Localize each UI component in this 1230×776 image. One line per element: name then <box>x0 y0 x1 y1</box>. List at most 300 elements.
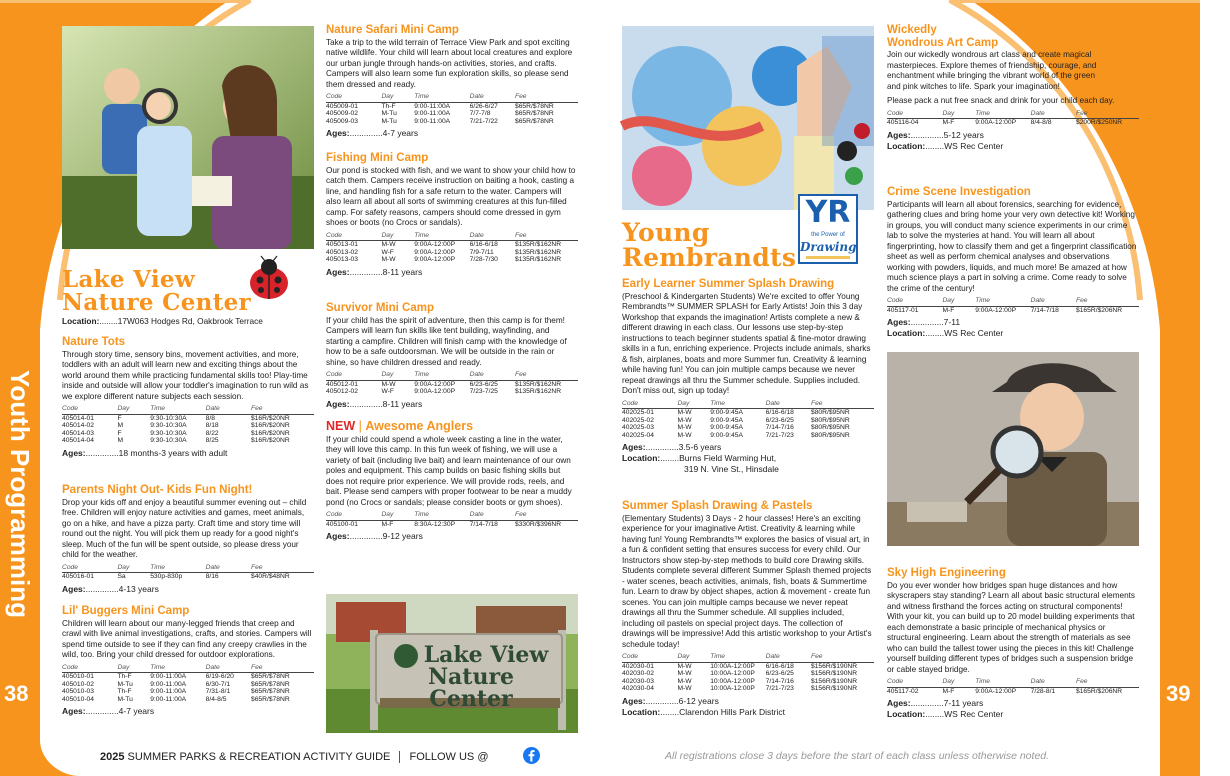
section-title: Crime Scene Investigation <box>887 186 1031 198</box>
table-cell: 6/30-7/1 <box>205 680 231 688</box>
table-header <box>62 564 314 573</box>
table-header <box>622 653 874 662</box>
column-header-day: Day <box>942 678 975 687</box>
table-cell: 7/14-7/18 <box>1030 306 1059 314</box>
table-cell: $135R/$162NR <box>514 241 562 249</box>
table-cell: 402025-01 <box>622 409 654 417</box>
ages: Ages:..............6-12 years <box>622 695 719 706</box>
column-header-day: Day <box>677 653 710 662</box>
section-title <box>887 24 1139 49</box>
schedule-table <box>887 678 1139 695</box>
table-cell: 10:00A-12:00P <box>710 685 755 693</box>
table-cell: M-F <box>942 687 955 695</box>
table-cell: 9:00A-12:00P <box>414 380 456 388</box>
section-sky-high <box>887 567 1139 720</box>
column-header-time: Time <box>414 511 469 520</box>
lakeview-title-line1: Lake View <box>62 266 195 293</box>
table-cell: 9:00-9:45A <box>710 416 743 424</box>
location: Location:........Clarendon Hills Park District <box>622 706 785 717</box>
table-cell: M-W <box>677 431 692 439</box>
table-cell: 6/19-6/20 <box>205 673 234 681</box>
table-cell: 9:00-11:00A <box>150 688 187 696</box>
table-cell: Th-F <box>117 688 132 696</box>
table-cell: M-W <box>381 380 396 388</box>
pencil-icon <box>806 256 850 259</box>
table-row <box>326 241 578 249</box>
ages: Ages:..............8-11 years <box>326 398 423 409</box>
table-cell: 7/21-7/22 <box>469 117 498 125</box>
column-header-fee: Fee <box>251 564 314 573</box>
schedule-table <box>326 232 578 264</box>
table-cell: 402030-02 <box>622 670 654 678</box>
table-cell: 10:00A-12:00P <box>710 662 755 670</box>
column-header-fee: Fee <box>1076 297 1139 306</box>
table-cell: 405012-02 <box>326 388 358 396</box>
ages: Ages:..............4-7 years <box>326 128 419 139</box>
table-cell: 9:30-10:30A <box>150 429 187 437</box>
column-header-fee: Fee <box>1076 678 1139 687</box>
table-cell: 7/23-7/25 <box>469 388 498 396</box>
table-row <box>326 256 578 264</box>
yr-title-line1: Young <box>622 218 710 247</box>
table-cell: 8/18 <box>205 422 219 430</box>
section-body: Participants will learn all about forensics, searching for evidence, gathering clues and bring home your very own detective kit! Working in groups, you will conduct many science experiments in our crime lab to solve the mysteries at hand. You will learn all about fingerprinting, how to classify them and get a fingerprint classification sheet as well as perform chemical analyses and observations working with powders, liquids, and much more! Be amazed at how much science plays a part in solving a crime. Come ready to solve the crime of the century! <box>887 199 1137 293</box>
section-splash-pastels <box>622 500 874 718</box>
ages: Ages:..............7-11 years <box>887 698 984 709</box>
table-row <box>62 673 314 681</box>
column-header-code: Code <box>326 371 381 380</box>
section-body: If your child has the spirit of adventure, then this camp is for them! Campers will learn fun skills like tent building, wayfinding, and starting a campfire. Children will finish camp with the knowledge of how to be a safe outdoorsman. We will be outside in the rain or shine, so have children dressed and ready. <box>326 315 567 367</box>
table-cell: M-W <box>677 416 692 424</box>
table-cell: 405010-04 <box>62 695 94 703</box>
table-cell: 405117-01 <box>887 306 919 314</box>
column-header-time: Time <box>414 93 469 102</box>
section-early-learner <box>622 278 874 475</box>
column-header-code: Code <box>62 664 117 673</box>
table-cell: $330R/$396NR <box>514 520 562 528</box>
column-header-date: Date <box>1031 297 1076 306</box>
column-header-date: Date <box>1031 678 1076 687</box>
location: Location:........WS Rec Center <box>887 141 1004 152</box>
ages: Ages:..............4-7 years <box>62 706 155 717</box>
table-row <box>62 681 314 689</box>
table-header <box>326 232 578 241</box>
table-cell: 6/26-6/27 <box>469 102 498 110</box>
section-title: Nature Safari Mini Camp <box>326 24 459 36</box>
column-header-day: Day <box>381 511 414 520</box>
table-row <box>622 685 874 693</box>
column-header-fee: Fee <box>515 93 578 102</box>
yr-logo <box>798 194 858 264</box>
table-cell: $80R/$95NR <box>810 409 850 417</box>
yr-logo-sub: the Power of <box>811 232 845 238</box>
schedule-table <box>62 564 314 581</box>
table-cell: 530p-830p <box>150 573 183 581</box>
table-cell: 8:30A-12:30P <box>414 520 456 528</box>
table-row <box>62 414 314 422</box>
section-body: Our pond is stocked with fish, and we want to show your child how to catch them. Campers receive instruction on baiting a hook, casting a line, and handling fish for a safe return to the water. Campers will also learn all about all sorts of swimming creatures at this fun-filled camp. For safety reasons, campers should come dressed in gym shoes or boots (no Crocs or sandals). <box>326 165 576 228</box>
section-body: Take a trip to the wild terrain of Terrace View Park and spot exciting native wildlife. Your child will learn about local creatures and explore our urban jungle through hands-on activities, stories, and crafts. Campers will also learn some fun exploration skills, so please send them dressed and ready. <box>326 37 573 89</box>
table-cell: Sa <box>117 573 126 581</box>
location: Location:........WS Rec Center <box>887 709 1004 720</box>
column-header-fee: Fee <box>251 405 314 414</box>
table-cell: M <box>117 437 124 445</box>
table-cell: M-W <box>677 409 692 417</box>
table-row <box>62 688 314 696</box>
schedule-table <box>326 371 578 396</box>
ages: Ages:..............8-11 years <box>326 266 423 277</box>
location-label: Location: <box>62 316 100 326</box>
section-nature-tots <box>62 336 314 459</box>
table-cell: $65R/$78NR <box>250 695 290 703</box>
column-header-code: Code <box>326 232 381 241</box>
table-cell: 405009-02 <box>326 110 358 118</box>
table-cell: 9:00A-12:00P <box>414 388 456 396</box>
section-title: Fishing Mini Camp <box>326 152 429 164</box>
section-title: Parents Night Out- Kids Fun Night! <box>62 484 253 496</box>
table-cell: $80R/$95NR <box>810 431 850 439</box>
table-header <box>887 678 1139 687</box>
table-cell: 405010-01 <box>62 673 94 681</box>
table-cell: M-Tu <box>117 680 133 688</box>
table-cell: M <box>117 422 124 430</box>
table-cell: 6/16-6/18 <box>765 409 794 417</box>
column-header-fee: Fee <box>811 653 874 662</box>
table-cell: F <box>117 429 122 437</box>
new-badge: NEW <box>326 419 356 433</box>
column-header-fee: Fee <box>515 371 578 380</box>
side-label-right: Youth Programming <box>1197 352 1227 600</box>
table-cell: 9:00-11:00A <box>150 680 187 688</box>
table-cell: $135R/$162NR <box>514 380 562 388</box>
column-header-code: Code <box>62 564 117 573</box>
column-header-code: Code <box>887 678 942 687</box>
table-cell: 8/8 <box>205 414 215 422</box>
column-header-code: Code <box>622 653 677 662</box>
table-cell: M-Tu <box>381 117 397 125</box>
column-header-time: Time <box>414 232 469 241</box>
section-body: Do you ever wonder how bridges span huge distances and how skyscrapers stay standing? Learn all about basic structural elements and witness firsthand the forces acting on structural components! With your kit, you can build up to 20 model building experiments that each demonstrate a basic principle of mechanical physics or structural engineering. Learn about the strength of materials as see who can build the tallest tower using the pieces in this kit! Challenge yourself building different types of bridges such a suspension bridge or cable stayed bridge. <box>887 580 1136 674</box>
table-cell: M-W <box>677 677 692 685</box>
footer-divider <box>399 751 400 763</box>
table-cell: 7/28-8/1 <box>1030 687 1056 695</box>
column-header-day: Day <box>117 405 150 414</box>
detective-boy-photo <box>887 352 1139 546</box>
table-cell: 9:00-11:00A <box>414 117 451 125</box>
table-cell: 7/14-7/18 <box>469 520 498 528</box>
section-survivor <box>326 302 578 410</box>
title-line1: Wickedly <box>887 24 937 36</box>
table-cell: 9:00A-12:00P <box>975 687 1017 695</box>
column-header-day: Day <box>381 93 414 102</box>
table-cell: 405117-02 <box>887 687 919 695</box>
table-cell: $16R/$20NR <box>250 437 290 445</box>
table-cell: 9:30-10:30A <box>150 422 187 430</box>
table-cell: 405010-02 <box>62 680 94 688</box>
footer-note: All registrations close 3 days before the start of each class unless otherwise noted. <box>665 750 1050 762</box>
table-cell: M-Tu <box>381 110 397 118</box>
table-cell: 6/16-6/18 <box>469 241 498 249</box>
column-header-fee: Fee <box>515 511 578 520</box>
schedule-table <box>326 511 578 528</box>
column-header-day: Day <box>117 664 150 673</box>
section-parents-night <box>62 484 314 595</box>
table-cell: 9:00A-12:00P <box>414 241 456 249</box>
table-cell: M-W <box>381 256 396 264</box>
column-header-day: Day <box>677 400 710 409</box>
table-cell: 405014-03 <box>62 429 94 437</box>
table-cell: W-F <box>381 248 394 256</box>
table-cell: 6/23-6/25 <box>765 670 794 678</box>
table-cell: 10:00A-12:00P <box>710 677 755 685</box>
footer-year: 2025 <box>100 751 125 763</box>
section-lil-buggers <box>62 605 314 717</box>
table-cell: 7/21-7/23 <box>765 431 794 439</box>
table-row <box>62 422 314 430</box>
table-cell: 8/16 <box>205 573 219 581</box>
table-cell: M-W <box>677 685 692 693</box>
column-header-time: Time <box>414 371 469 380</box>
title-separator: | <box>355 419 366 433</box>
table-cell: 6/16-6/18 <box>765 662 794 670</box>
location: Location:........Burns Field Warming Hut, <box>622 453 777 464</box>
sign-text <box>386 644 556 710</box>
table-cell: 402030-03 <box>622 677 654 685</box>
table-row <box>326 102 578 110</box>
table-row <box>622 417 874 425</box>
yr-title-line2: Rembrandts <box>622 243 797 272</box>
table-cell: 9:00A-12:00P <box>975 306 1017 314</box>
table-cell: 405016-01 <box>62 573 94 581</box>
schedule-table <box>887 110 1139 127</box>
column-header-date: Date <box>1031 110 1076 119</box>
location-line2: 319 N. Vine St., Hinsdale <box>684 464 779 475</box>
table-cell: $16R/$20NR <box>250 429 290 437</box>
table-cell: M-W <box>677 670 692 678</box>
table-cell: 9:00-11:00A <box>414 102 451 110</box>
lakeview-title <box>62 268 251 314</box>
young-rembrandts-title <box>622 220 796 270</box>
column-header-fee: Fee <box>811 400 874 409</box>
table-cell: 9:00-9:45A <box>710 424 743 432</box>
table-cell: 9:00A-12:00P <box>414 248 456 256</box>
page-number-right: 39 <box>1166 681 1191 706</box>
table-cell: 8/25 <box>205 437 219 445</box>
table-cell: 402030-04 <box>622 685 654 693</box>
title-line2: Wondrous Art Camp <box>887 36 999 49</box>
table-cell: $165R/$206NR <box>1075 687 1123 695</box>
sign-line1: Lake View <box>423 642 549 668</box>
table-cell: $135R/$162NR <box>514 248 562 256</box>
section-body: Children will learn about our many-legged friends that creep and crawl with live animal investigations, crafts, and stories. Campers will spend time outside to see if they can find any creepy crawlies in the wild, too. Bring your child dressed for outdoor explorations. <box>62 618 312 660</box>
facebook-icon[interactable] <box>523 747 540 764</box>
schedule-table <box>622 400 874 440</box>
column-header-day: Day <box>117 564 150 573</box>
column-header-time: Time <box>710 400 765 409</box>
section-body: (Preschool & Kindergarten Students) We're excited to offer Young Rembrandts™ SUMMER SPLASH for Early Artists! Join this 3 day Workshop that expands the imagination! Artists complete a new & different drawing in each class. Our lessons use step-by-step instructions to teach beginner students spatial & fine-motor drawing skills in a fun, enriching experience. Projects include animals, sharks & fish, airplanes, boats and more Summer fun. Creativity & learning while having fun! You can join multiple camps because we never repeat drawings all thru the Summer schedule. Supplies included. Don't miss out, sign up today! <box>622 291 871 396</box>
table-cell: 405013-01 <box>326 241 358 249</box>
section-title <box>326 420 578 434</box>
schedule-table <box>887 297 1139 314</box>
table-cell: 9:00A-12:00P <box>414 256 456 264</box>
section-body-2: Please pack a nut free snack and drink for your child each day. <box>887 96 1115 106</box>
table-header <box>887 297 1139 306</box>
ages: Ages:..............3.5-6 years <box>622 442 722 453</box>
table-row <box>326 118 578 126</box>
section-crime-scene <box>887 186 1139 339</box>
column-header-fee: Fee <box>251 664 314 673</box>
table-cell: $156R/$190NR <box>810 662 858 670</box>
column-header-time: Time <box>975 110 1030 119</box>
column-header-time: Time <box>150 564 205 573</box>
table-cell: 405012-01 <box>326 380 358 388</box>
footer-guide <box>100 750 489 764</box>
table-cell: 9:00-11:00A <box>414 110 451 118</box>
section-wickedly <box>887 24 1139 152</box>
column-header-date: Date <box>470 232 515 241</box>
table-row <box>326 380 578 388</box>
table-header <box>62 405 314 414</box>
table-cell: M-W <box>677 662 692 670</box>
table-cell: 6/23-6/25 <box>469 380 498 388</box>
footer-guide-text: SUMMER PARKS & RECREATION ACTIVITY GUIDE <box>124 751 391 763</box>
column-header-fee: Fee <box>515 232 578 241</box>
column-header-date: Date <box>206 405 251 414</box>
table-row <box>622 662 874 670</box>
table-cell: 7/9-7/11 <box>469 248 494 256</box>
column-header-code: Code <box>326 511 381 520</box>
table-cell: 9:30-10:30A <box>150 437 187 445</box>
schedule-table <box>62 405 314 445</box>
table-cell: 9:00-11:00A <box>150 695 187 703</box>
table-row <box>887 687 1139 695</box>
table-cell: M-F <box>942 119 955 127</box>
table-cell: Th-F <box>117 673 132 681</box>
table-cell: 7/14-7/16 <box>765 424 794 432</box>
column-header-time: Time <box>975 678 1030 687</box>
table-cell: W-F <box>381 388 394 396</box>
yr-logo-text: YR <box>805 195 851 230</box>
table-row <box>887 119 1139 127</box>
table-cell: $135R/$162NR <box>514 388 562 396</box>
ages: Ages:..............4-13 years <box>62 583 159 594</box>
section-awesome-anglers <box>326 420 578 543</box>
table-cell: $40R/$48NR <box>250 573 290 581</box>
section-body: Through story time, sensory bins, movement activities, and more, toddlers with an adult will learn new and exciting things about the world around them while practicing fundamental skills too! Play-time inside and outside will allow your toddler's imagination to run wild as we explore different nature subjects each session. <box>62 349 309 401</box>
table-cell: 405116-04 <box>887 119 919 127</box>
column-header-code: Code <box>326 93 381 102</box>
table-cell: $65R/$78NR <box>250 680 290 688</box>
painting-kid-photo <box>622 26 874 210</box>
column-header-code: Code <box>887 297 942 306</box>
table-cell: $65R/$78NR <box>514 110 554 118</box>
table-row <box>326 520 578 528</box>
table-header <box>326 511 578 520</box>
table-cell: M-F <box>942 306 955 314</box>
section-title: Sky High Engineering <box>887 567 1006 579</box>
table-cell: M-Tu <box>117 695 133 703</box>
table-cell: M-W <box>381 241 396 249</box>
table-row <box>326 110 578 118</box>
table-row <box>622 424 874 432</box>
table-cell: 8/4-8/5 <box>205 695 227 703</box>
table-cell: $65R/$78NR <box>250 688 290 696</box>
table-cell: 9:00-9:45A <box>710 409 743 417</box>
table-row <box>622 432 874 440</box>
table-cell: 7/14-7/16 <box>765 677 794 685</box>
table-cell: $165R/$206NR <box>1075 306 1123 314</box>
table-cell: 405014-04 <box>62 437 94 445</box>
table-cell: $16R/$20NR <box>250 414 290 422</box>
column-header-date: Date <box>206 564 251 573</box>
column-header-code: Code <box>62 405 117 414</box>
table-row <box>622 409 874 417</box>
schedule-table <box>326 93 578 125</box>
table-cell: 402025-03 <box>622 424 654 432</box>
table-cell: $200R/$250NR <box>1075 119 1123 127</box>
table-row <box>326 388 578 396</box>
section-title: Survivor Mini Camp <box>326 302 434 314</box>
table-cell: 8/22 <box>205 429 219 437</box>
table-cell: 405100-01 <box>326 520 358 528</box>
page-number-left: 38 <box>4 681 29 706</box>
table-cell: 405013-03 <box>326 256 358 264</box>
column-header-time: Time <box>975 297 1030 306</box>
section-fishing <box>326 152 578 278</box>
table-cell: $156R/$190NR <box>810 677 858 685</box>
column-header-date: Date <box>470 93 515 102</box>
table-cell: 9:00A-12:00P <box>975 119 1017 127</box>
ages: Ages:..............9-12 years <box>326 531 423 542</box>
table-row <box>622 678 874 686</box>
table-cell: 9:30-10:30A <box>150 414 187 422</box>
section-body: Join our wickedly wondrous art class and create magical masterpieces. Explore themes of friendship, courage, and enchantment while bringing the vibrant world of the green and pink witches to life. Spark your imagination! <box>887 50 1097 91</box>
column-header-day: Day <box>942 110 975 119</box>
section-title: Nature Tots <box>62 336 126 348</box>
column-header-code: Code <box>887 110 942 119</box>
column-header-date: Date <box>470 511 515 520</box>
table-row <box>326 249 578 257</box>
table-cell: $65R/$78NR <box>514 102 554 110</box>
ages: Ages:..............5-12 years <box>887 129 984 140</box>
table-cell: 9:00-11:00A <box>150 673 187 681</box>
table-header <box>887 110 1139 119</box>
column-header-date: Date <box>206 664 251 673</box>
table-row <box>62 696 314 704</box>
sign-line2: Nature Center <box>427 664 515 712</box>
table-cell: 7/31-8/1 <box>205 688 231 696</box>
location-value: ........17W063 Hodges Rd, Oakbrook Terrace <box>99 316 263 326</box>
table-cell: 405014-02 <box>62 422 94 430</box>
table-row <box>622 670 874 678</box>
lakeview-location <box>62 316 314 327</box>
table-cell: $65R/$78NR <box>514 117 554 125</box>
section-body: (Elementary Students) 3 Days - 2 hour classes! Here's an exciting experience for your imaginative Artist. Creativity & learning while having fun! Young Rembrandts™ explores the basics of visual art, in a fun & confident setting that ensures success for every child. Our Instructors show step-by-step methods to build core Drawing skills. Students complete several different Summer Splash themed projects - water scenes, beach activities, animals, fish, boats & Summertime fun. Learn to draw by object shapes, action & movement - create fun scenes. You can join multiple camps because we never repeat drawings all thru the Summer schedule. All supplies included, including oil pastels on special project days. The collection of drawings will be impressive! Add this artistic workshop to your Artist's schedule today! <box>622 513 872 649</box>
table-cell: 9:00-9:45A <box>710 431 743 439</box>
section-body: Drop your kids off and enjoy a beautiful summer evening out – child free. Children will enjoy nature activities and games, meet animals, go on a hike, and have a pizza party. Craft time and story time will round out the night. You will pick them up ready for a good night's sleep. Much of the fun will be spent outside, so please dress your child for the weather. <box>62 497 307 560</box>
table-cell: $135R/$162NR <box>514 256 562 264</box>
table-cell: $156R/$190NR <box>810 670 858 678</box>
schedule-table <box>622 653 874 693</box>
table-cell: 7/21-7/23 <box>765 685 794 693</box>
table-cell: $65R/$78NR <box>250 673 290 681</box>
table-cell: 405014-01 <box>62 414 94 422</box>
section-title: Lil' Buggers Mini Camp <box>62 605 190 617</box>
title-text: Awesome Anglers <box>365 419 474 433</box>
table-cell: 405013-02 <box>326 248 358 256</box>
table-cell: 405010-03 <box>62 688 94 696</box>
table-cell: 7/28-7/30 <box>469 256 498 264</box>
